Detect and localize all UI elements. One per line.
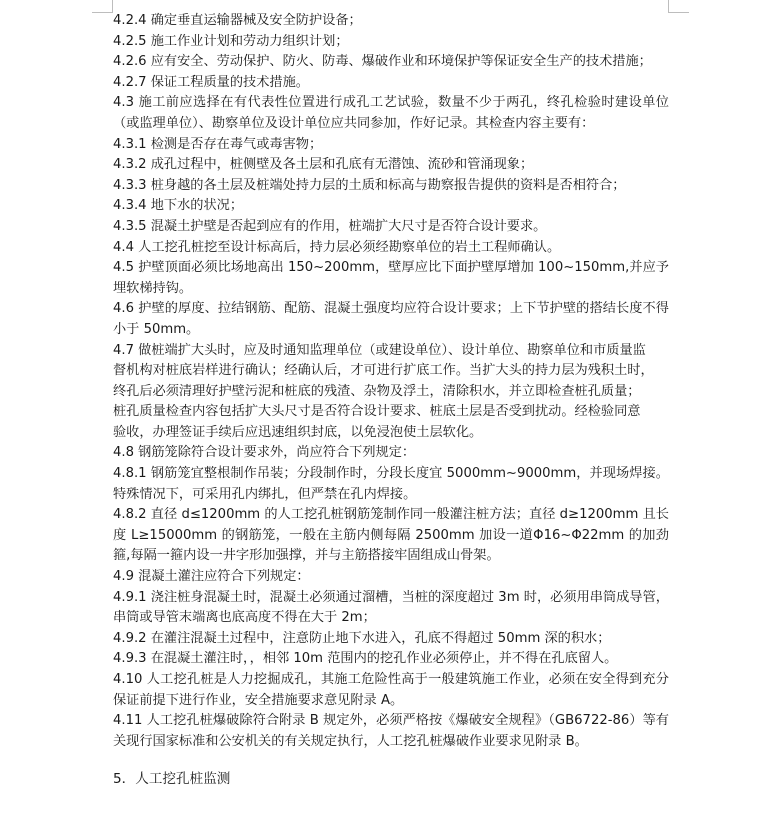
document-body (113, 11, 669, 790)
clause-4-9-3: 4.9.3 在混凝土灌注时，，相邻 10m 范围内的挖孔作业必须停止，并不得在孔底留人。 (113, 651, 618, 667)
clause-4-3-4: 4.3.4 地下水的状况； (113, 198, 244, 214)
clause-4-3-2: 4.3.2 成孔过程中，桩侧壁及各土层和孔底有无潜蚀、流砂和管涌现象； (113, 157, 534, 173)
clause-4-3-5: 4.3.5 混凝土护壁是否起到应有的作用，桩端扩大尺寸是否符合设计要求。 (113, 218, 547, 234)
clause-4-7-line: 验收，办理签证手续后应迅速组织封底，以免浸泡使土层软化。 (113, 424, 483, 440)
clause-4-9-1: 4.9.1 浇注桩身混凝土时，混凝土必须通过溜槽，当桩的深度超过 3m 时，必须用串筒成导管，串筒或导管末端离也底高度不得在大于 2m； (113, 589, 669, 626)
clause-4-2-4: 4.2.4 确定垂直运输器械及安全防护设备； (113, 13, 362, 28)
clause-4-8: 4.8 钢筋笼除符合设计要求外，尚应符合下列规定： (113, 445, 416, 461)
clause-4-6: 4.6 护壁的厚度、拉结钢筋、配筋、混凝土强度均应符合设计要求；上下节护壁的搭结长度不得小于 50mm。 (113, 301, 669, 337)
page-corner-mark-left (92, 0, 113, 13)
clause-4-8-2: 4.8.2 直径 d≤1200mm 的人工挖孔桩钢筋笼制作同一般灌注桩方法；直径 d≥1200mm 且长度 L≥15000mm 的钢筋笼，一般在主筋内侧每隔 2500mm 加设一道Φ16~Φ22mm 的加劲箍,每隔一箍内设一井字形加强撑，并与主筋搭接牢固组成山骨架。 (113, 507, 669, 564)
section-heading: 5．人工挖孔桩监测 (113, 771, 231, 788)
clause-4-3-1: 4.3.1 检测是否存在毒气或毒害物； (113, 136, 323, 152)
clause-4-7 (113, 341, 669, 444)
clause-4-7-line: 桩孔质量检查内容包括扩大头尺寸是否符合设计要求、桩底土层是否受到扰动。经检验同意 (113, 404, 641, 420)
clause-4-2-6: 4.2.6 应有安全、劳动保护、防火、防毒、爆破作业和环境保护等保证安全生产的技术措施； (113, 54, 652, 70)
clause-4-7-line: 督机构对桩底岩样进行确认；经确认后，才可进行扩底工作。当扩大头的持力层为残积土时， (113, 363, 654, 379)
clause-4-7-line: 终孔后必须清理好护壁污泥和桩底的残渣、杂物及浮土，清除积水，并立即检查桩孔质量； (113, 383, 641, 399)
clause-4-11: 4.11 人工挖孔桩爆破除符合附录 B 规定外，必须严格按《爆破安全规程》（GB6722-86）等有关现行国家标准和公安机关的有关规定执行，人工挖孔桩爆破作业要求见附录 B。 (113, 713, 669, 749)
clause-4-7-line: 4.7 做桩端扩大头时，应及时通知监理单位（或建设单位）、设计单位、勘察单位和市质量监 (113, 342, 646, 358)
clause-4-4: 4.4 人工挖孔桩挖至设计标高后，持力层必须经勘察单位的岩土工程师确认。 (113, 239, 561, 255)
clause-4-9-2: 4.9.2 在灌注混凝土过程中，注意防止地下水进入，孔底不得超过 50mm 深的积水； (113, 630, 611, 646)
clause-4-10: 4.10 人工挖孔桩是人力挖掘成孔，其施工危险性高于一般建筑施工作业，必须在安全得到充分保证前提下进行作业，安全措施要求意见附录 A。 (113, 672, 669, 708)
page-corner-mark-right (668, 0, 689, 13)
clause-4-8-1: 4.8.1 钢筋笼宜整根制作吊装；分段制作时，分段长度宜 5000mm~9000mm，并现场焊接。特殊情况下，可采用孔内绑扎，但严禁在孔内焊接。 (113, 466, 669, 502)
clause-4-2-7: 4.2.7 保证工程质量的技术措施。 (113, 74, 309, 90)
clause-4-3-3: 4.3.3 桩身越的各土层及桩端处持力层的土质和标高与勘察报告提供的资料是否相符合； (113, 177, 626, 193)
clause-4-3: 4.3 施工前应选择在有代表性位置进行成孔工艺试验，数量不少于两孔，终孔检验时建设单位（或监理单位）、勘察单位及设计单位应共同参加，作好记录。其检查内容主要有： (113, 95, 669, 131)
clause-4-9: 4.9 混凝土灌注应符合下列规定： (113, 569, 310, 585)
clause-4-5: 4.5 护壁顶面必须比场地高出 150~200mm，壁厚应比下面护壁厚增加 100~150mm,并应予埋软梯持钩。 (113, 260, 669, 296)
clause-4-2-5: 4.2.5 施工作业计划和劳动力组织计划； (113, 33, 349, 49)
